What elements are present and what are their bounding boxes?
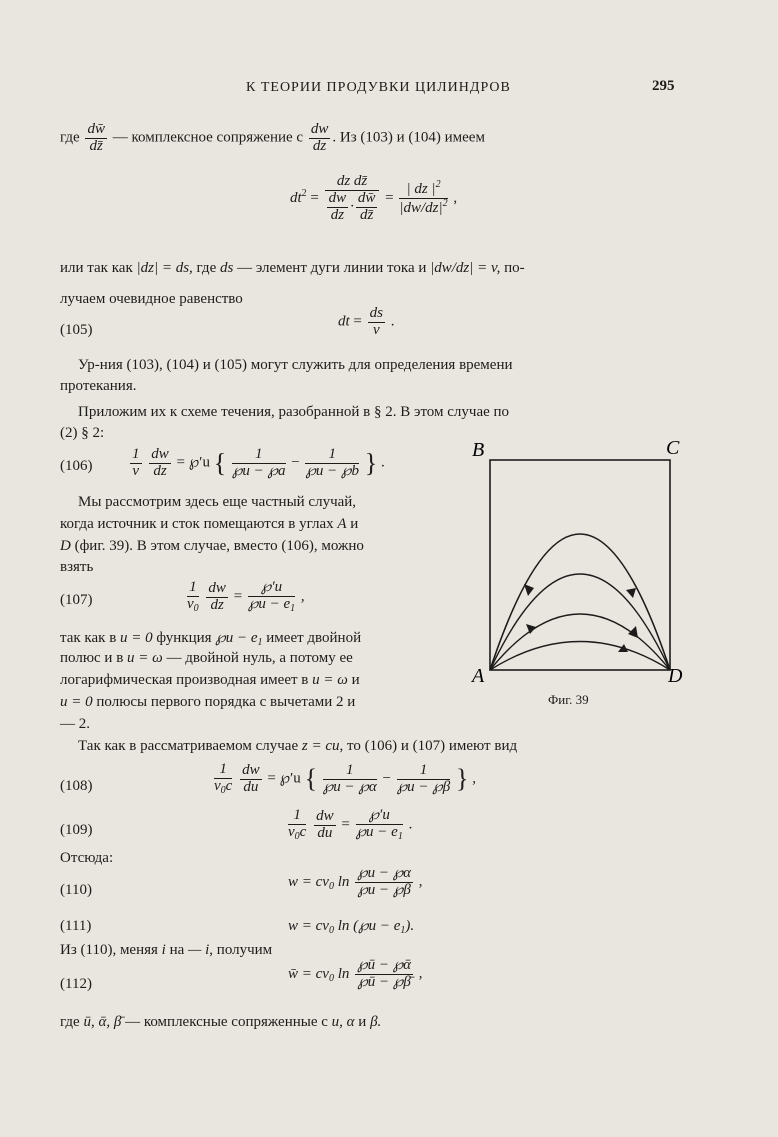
equation-105: dt = $\frac{ds}{v}$ . bbox=[338, 305, 395, 338]
text-fragment: имеет двойной bbox=[266, 630, 362, 646]
text-line-1: где $\frac{dw̄}{dz̄}$ — комплексное сопряжение с $\frac{dw}{dz}$ . Из (103) и (104) имеем bbox=[60, 121, 485, 154]
text-fragment: функция bbox=[156, 630, 212, 646]
eq-number-112: (112) bbox=[60, 976, 92, 992]
page-number: 295 bbox=[652, 78, 675, 94]
text-fragment: и bbox=[351, 672, 360, 688]
eq-number-108: (108) bbox=[60, 778, 93, 794]
para2-line2: (2) § 2: bbox=[60, 425, 105, 441]
para1-line1: Ур-ния (103), (104) и (105) могут служить для определения времени bbox=[78, 357, 513, 373]
text-fragment: логарифмическая производная имеет в bbox=[60, 672, 309, 688]
text-fragment: где bbox=[60, 129, 80, 146]
eq-number-107: (107) bbox=[60, 592, 93, 608]
otsyuda-label: Отсюда: bbox=[60, 850, 114, 866]
corner-label-a: A bbox=[472, 665, 485, 687]
para4-line1: так как в u = 0 функция ℘u − $e_1$ имеет двойной bbox=[60, 630, 362, 648]
text-fragment: (фиг. 39). В этом случае, вместо (106), можно bbox=[74, 538, 364, 554]
iz110-line: Из (110), меняя i на — i, получим bbox=[60, 942, 273, 958]
para3-line1: Мы рассмотрим здесь еще частный случай, bbox=[78, 494, 357, 510]
text-fragment: — двойной нуль, а потому ее bbox=[166, 650, 353, 666]
eq-number-105: (105) bbox=[60, 322, 93, 338]
equation-108: $\frac{1}{v_0c}$ $\frac{dw}{du}$ = ℘′u { $\frac{1}{℘u - ℘\alpha}$ − $\frac{1}{℘u - ℘\beta}$ } , bbox=[214, 761, 476, 796]
text-fragment: и bbox=[358, 1014, 367, 1030]
arrowhead bbox=[524, 584, 534, 596]
last-line: где ū, ᾱ, β̄ — комплексные сопряженные с u, α и β. bbox=[60, 1014, 382, 1030]
corner-label-c: C bbox=[666, 438, 680, 459]
text-fragment: , получим bbox=[209, 942, 273, 958]
para3-line4: взять bbox=[60, 559, 94, 575]
para4-line4: u = 0 полюсы первого порядка с вычетами 2 и bbox=[60, 694, 356, 710]
equation-106: $\frac{1}{v}$ $\frac{dw}{dz}$ = ℘′u { $\frac{1}{℘u - ℘a}$ − $\frac{1}{℘u - ℘b}$ } . bbox=[132, 446, 385, 479]
text-fragment: на bbox=[169, 942, 185, 958]
text-fragment: — элемент дуги линии тока и bbox=[237, 260, 427, 276]
text-fragment: или так как bbox=[60, 260, 133, 276]
text-line-3: лучаем очевидное равенство bbox=[60, 291, 243, 307]
running-title: К ТЕОРИИ ПРОДУВКИ ЦИЛИНДРОВ bbox=[246, 80, 511, 95]
eq-number-110: (110) bbox=[60, 882, 92, 898]
equation-107: $\frac{1}{v_0}$ $\frac{dw}{dz}$ = $\frac{℘'u}{℘u - e_1}$ , bbox=[187, 579, 305, 614]
equation-111: $w = cv_0$ ln (℘u − $e_1$). bbox=[288, 918, 415, 936]
text-line-2: или так как |dz| = ds, где ds — элемент дуги линии тока и |dw/dz| = v, по- bbox=[60, 260, 525, 276]
text-fragment: — комплексное сопряжение с bbox=[112, 129, 304, 146]
text-fragment: где bbox=[196, 260, 217, 276]
text-fragment: где bbox=[60, 1014, 80, 1030]
para4-line5: — 2. bbox=[60, 716, 90, 732]
arrowhead bbox=[618, 644, 628, 652]
eq-number-109: (109) bbox=[60, 822, 93, 838]
para3-line2: когда источник и сток помещаются в углах A и bbox=[60, 516, 359, 532]
figure-caption: Фиг. 39 bbox=[548, 692, 589, 707]
text-fragment: Так как в рассматриваемом случае bbox=[78, 738, 299, 754]
para1-line2: протекания. bbox=[60, 378, 137, 394]
para2-line1: Приложим их к схеме течения, разобранной в § 2. В этом случае по bbox=[78, 404, 510, 420]
equation-112: w̄ = $cv_0$ ln $\frac{\text{℘ū − ℘ᾱ}}{℘ū - ℘\betā}$ , bbox=[288, 957, 423, 990]
text-fragment: — комплексные сопряженные с bbox=[125, 1014, 328, 1030]
text-fragment: по- bbox=[504, 260, 525, 276]
text-fragment: . Из (103) и (104) имеем bbox=[332, 129, 485, 146]
streamline-1 bbox=[490, 534, 670, 670]
eq-number-111: (111) bbox=[60, 918, 92, 934]
text-fragment: Из (110), меняя bbox=[60, 942, 158, 958]
text-fragment: полюс и в bbox=[60, 650, 124, 666]
para3-line3: D (фиг. 39). В этом случае, вместо (106), можно bbox=[60, 538, 364, 554]
corner-label-b: B bbox=[472, 439, 485, 461]
corner-label-d: D bbox=[668, 665, 683, 687]
text-fragment: так как в bbox=[60, 630, 117, 646]
arrowhead bbox=[628, 626, 638, 638]
para4-line2: полюс и в u = ω — двойной нуль, а потому ее bbox=[60, 650, 353, 666]
equation-dt2: $dt^2$ = dz dz̄ $\frac{dw}{dz}$ · $\frac{dw̄}{dz̄}$ = $\frac{| dz |^2}{|dw/dz|^2}$ , bbox=[290, 173, 458, 223]
eq-number-106: (106) bbox=[60, 458, 93, 474]
text-fragment: , то (106) и (107) имеют вид bbox=[339, 738, 518, 754]
text-fragment: и bbox=[350, 516, 359, 532]
equation-110: $w = cv_0$ ln $\frac{℘u - ℘\alpha}{℘u - ℘\beta}$ , bbox=[288, 865, 423, 898]
para5-line: Так как в рассматриваемом случае z = cu, то (106) и (107) имеют вид bbox=[78, 738, 518, 754]
text-fragment: когда источник и сток помещаются в углах bbox=[60, 516, 334, 532]
para4-line3: логарифмическая производная имеет в u = ω и bbox=[60, 672, 360, 688]
equation-109: $\frac{1}{v_0c}$ $\frac{dw}{du}$ = $\frac{℘'u}{℘u - e_1}$ . bbox=[288, 807, 413, 842]
arrowhead bbox=[626, 588, 636, 598]
figure-39 bbox=[468, 438, 690, 710]
text-fragment: полюсы первого порядка с вычетами 2 и bbox=[96, 694, 356, 710]
streamline-4 bbox=[490, 642, 670, 671]
